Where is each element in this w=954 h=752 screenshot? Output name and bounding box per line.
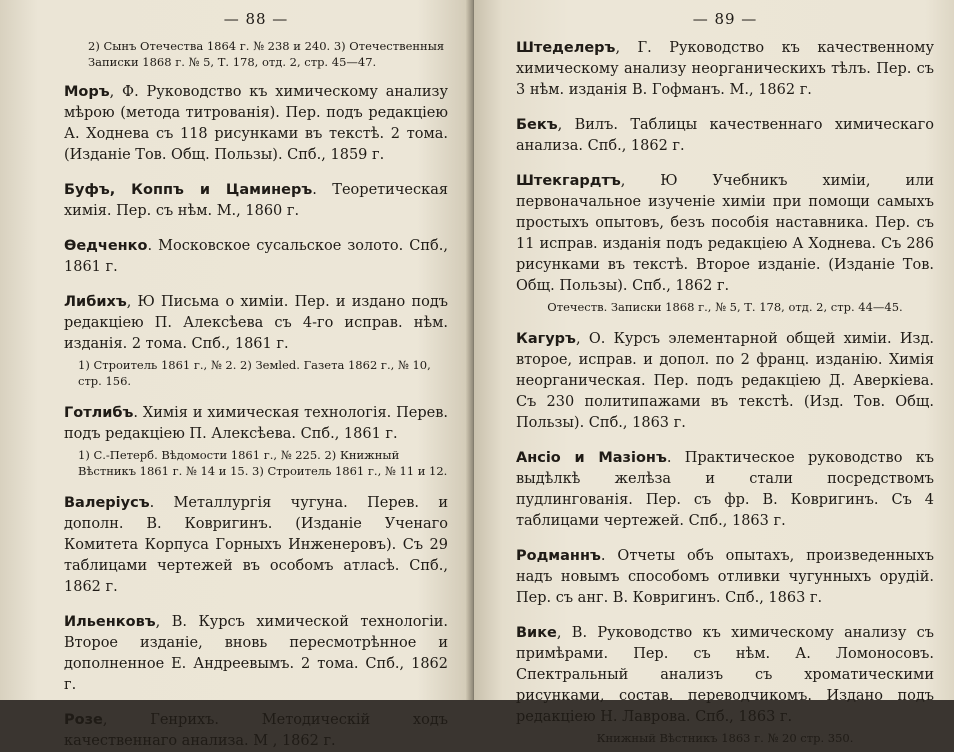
entry-description: , Ф. Руководство къ химическому анализу мѣрою (метода титрованія). Пер. подъ редакціею А. Ходнева съ 118 рисунками въ текстѣ. 2 тома. (Изданіе Тов. Общ. Пользы). Спб., 1859 г. [64, 84, 448, 163]
entry-author: Штеделеръ [516, 40, 616, 56]
bibliography-entry [64, 292, 448, 389]
bibliography-entry [516, 171, 934, 315]
left-page [0, 0, 474, 749]
entry-text [516, 38, 934, 101]
bibliography-entry [516, 329, 934, 434]
bibliography-entry [516, 115, 934, 157]
entry-list [64, 82, 448, 752]
entry-text [516, 448, 934, 532]
entry-author: Бекъ [516, 117, 558, 133]
bibliography-entry [516, 546, 934, 609]
entry-text [516, 171, 934, 297]
entry-description: . Московское сусальское золото. Спб., 1861 г. [64, 238, 448, 275]
entry-author: Розе [64, 712, 103, 728]
entry-list [516, 38, 934, 746]
entry-author: Либихъ [64, 294, 127, 310]
entry-author: Вике [516, 625, 557, 641]
entry-author: Кагуръ [516, 331, 576, 347]
entry-author: Өедченко [64, 238, 148, 254]
page-number: — 89 — [692, 10, 758, 28]
entry-description: . Теоретическая химія. Пер. съ нѣм. М., 1860 г. [64, 182, 448, 219]
entry-reference: 1) С.-Петерб. Вѣдомости 1861 г., № 225. 2) Книжный Вѣстникъ 1861 г. № 14 и 15. 3) Строитель 1861 г., № 11 и 12. [78, 448, 448, 478]
entry-reference: Книжный Вѣстникъ 1863 г. № 20 стр. 350. [596, 731, 854, 745]
entry-text [516, 623, 934, 728]
entry-description: , Г. Руководство къ качественному химическому анализу неорганическихъ тѣлъ. Пер. съ 3 нѣм. изданія В. Гофманъ. М., 1862 г. [516, 40, 934, 98]
entry-description: , О. Курсъ элементарной общей химіи. Изд. второе, исправ. и допол. по 2 франц. изданію. Химія неорганическая. Пер. подъ редакціею Д. Аверкіева. Съ 230 политипажами въ текстѣ. (Изд. Тов. Общ. Пользы). Спб., 1863 г. [516, 331, 934, 431]
bibliography-entry [516, 448, 934, 532]
entry-author: Моръ [64, 84, 110, 100]
bibliography-entry [64, 180, 448, 222]
entry-description: . Металлургія чугуна. Перев. и дополн. В. Ковригинъ. (Изданіе Ученаго Комитета Корпуса Горныхъ Инженеровъ). Съ 29 таблицами чертежей въ особомъ атласѣ. Спб., 1862 г. [64, 495, 448, 595]
page-number: — 88 — [223, 10, 289, 28]
entry-text [64, 180, 448, 222]
entry-description: , Ю Письма о химіи. Пер. и издано подъ редакціею П. Алексѣева съ 4-го исправ. нѣм. изданія. 2 тома. Спб., 1861 г. [64, 294, 448, 352]
bibliography-entry [64, 403, 448, 479]
entry-reference: Отечеств. Записки 1868 г., № 5, Т. 178, отд. 2, стр. 44—45. [547, 300, 903, 314]
entry-description: , В. Курсъ химической технологіи. Второе изданіе, вновь пересмотрѣнное и дополненное Е. Андреевымъ. 2 тома. Спб., 1862 г. [64, 614, 448, 693]
entry-author: Родманнъ [516, 548, 601, 564]
entry-text [64, 236, 448, 278]
entry-description: . Химія и химическая технологія. Перев. подъ редакціею П. Алексѣева. Спб., 1861 г. [64, 405, 448, 442]
entry-author: Ильенковъ [64, 614, 156, 630]
bibliography-entry [64, 236, 448, 278]
entry-description: . Практическое руководство къ выдѣлкѣ желѣза и стали посредствомъ пудлингованія. Пер. съ фр. В. Ковригинъ. Съ 4 таблицами чертежей. Спб., 1863 г. [516, 450, 934, 529]
entry-author: Готлибъ [64, 405, 134, 421]
bibliography-entry [64, 612, 448, 696]
entry-author: Валеріусъ [64, 495, 150, 511]
entry-text [64, 292, 448, 355]
entry-author: Штекгардтъ [516, 173, 621, 189]
entry-description: , Генрихъ. Методическій ходъ качественнаго анализа. М , 1862 г. [64, 712, 448, 749]
right-page [474, 0, 954, 745]
bibliography-entry [64, 493, 448, 598]
entry-author: Ансіо и Мазіонъ [516, 450, 667, 466]
bibliography-entry [516, 623, 934, 746]
entry-description: . Отчеты объ опытахъ, произведенныхъ надъ новымъ способомъ отливки чугунныхъ орудій. Пер. съ анг. В. Ковригинъ. Спб., 1863 г. [516, 548, 934, 606]
entry-text [516, 115, 934, 157]
entry-text [64, 403, 448, 445]
entry-description: , В. Руководство къ химическому анализу съ примѣрами. Пер. съ нѣм. А. Ломоносовъ. Спектральный анализъ съ хроматическими рисунками, состав. переводчикомъ. Издано подъ редакціею Н. Лаврова. Спб., 1863 г. [516, 625, 934, 725]
entry-text [64, 493, 448, 598]
bibliography-entry [64, 710, 448, 752]
bibliography-entry [64, 82, 448, 166]
bibliography-entry [516, 38, 934, 101]
entry-author: Буфъ, Коппъ и Цаминеръ [64, 182, 313, 198]
entry-text [516, 329, 934, 434]
entry-reference: 1) Строитель 1861 г., № 2. 2) Земled. Газета 1862 г., № 10, стр. 156. [78, 358, 431, 388]
continued-reference: 2) Сынъ Отечества 1864 г. № 238 и 240. 3) Отечественныя Записки 1868 г. № 5, Т. 178, отд. 2, стр. 45—47. [88, 39, 445, 69]
entry-text [64, 612, 448, 696]
entry-text [64, 710, 448, 752]
entry-text [64, 82, 448, 166]
entry-description: , Вилъ. Таблицы качественнаго химическаго анализа. Спб., 1862 г. [516, 117, 934, 154]
entry-text [516, 546, 934, 609]
entry-description: , Ю Учебникъ химіи, или первоначальное изученіе химіи при помощи самыхъ простыхъ опытовъ, безъ пособія наставника. Пер. съ 11 исправ. изданія подъ редакціею А Ходнева. Съ 286 рисунками въ текстѣ. Второе изданіе. (Изданіе Тов. Общ. Пользы). Спб., 1862 г. [516, 173, 934, 294]
